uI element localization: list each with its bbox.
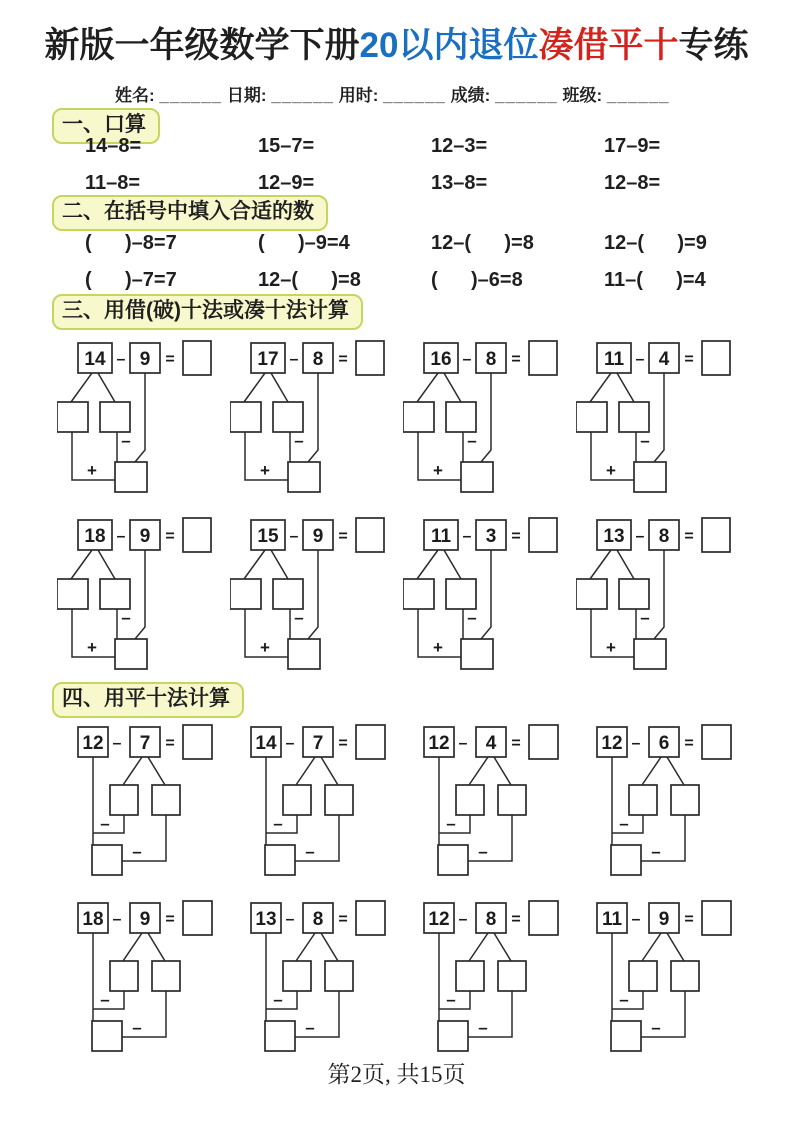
date-label: 日期: — [226, 86, 267, 105]
first-minus-sign: – — [619, 814, 629, 833]
split-right-connector-line — [468, 815, 512, 861]
math-problem: 12–9= — [258, 172, 315, 194]
split-line-left — [123, 933, 142, 961]
subtrahend-value: 8 — [485, 349, 497, 370]
math-problem: 11–( )=4 — [604, 269, 706, 291]
bracket-problems-row-1 — [85, 232, 777, 255]
class-blank: ______ — [606, 86, 670, 105]
bracket-problems-row-2 — [85, 269, 777, 292]
second-minus-sign: – — [478, 842, 488, 861]
title-part-blue: 20以内退位 — [359, 26, 539, 65]
minus-sign: – — [121, 608, 131, 627]
math-problem: 12–( )=8 — [431, 232, 534, 254]
math-problem: ( )–7=7 — [85, 269, 177, 291]
page-number: 第2页, 共15页 — [327, 1062, 466, 1087]
second-minus-sign: – — [132, 1018, 142, 1037]
section-heading-borrow-ten: 三、用借(破)十法或凑十法计算 — [52, 294, 363, 330]
equals-sign: = — [338, 351, 348, 368]
flat-ten-problem — [403, 896, 576, 1056]
equals-sign: = — [165, 911, 175, 928]
split-left-box — [230, 402, 261, 432]
minuend-value: 17 — [257, 349, 279, 370]
split-line-right — [321, 933, 338, 961]
intermediate-box — [611, 845, 641, 875]
math-problem: 11–8= — [85, 172, 141, 194]
flat-ten-problem — [57, 896, 230, 1056]
borrow-ten-problem — [230, 340, 403, 498]
split-line-right — [98, 550, 115, 579]
split-right-connector-line — [122, 991, 166, 1037]
intermediate-box — [461, 462, 493, 492]
math-problem: 12–8= — [604, 172, 661, 194]
math-problem: 12–3= — [431, 135, 488, 157]
intermediate-box — [92, 1021, 122, 1051]
split-right-box — [446, 579, 476, 609]
minuend-value: 12 — [601, 733, 623, 754]
plus-sign: + — [433, 461, 443, 480]
borrow-ten-problem — [403, 517, 576, 675]
minus-sign: – — [640, 431, 650, 450]
minus-operator: – — [289, 351, 299, 368]
answer-box — [183, 518, 211, 552]
intermediate-box — [438, 1021, 468, 1051]
subtrahend-value: 4 — [485, 733, 497, 754]
split-line-right — [148, 757, 165, 785]
subtrahend-connector-line — [481, 373, 491, 462]
minuend-value: 12 — [428, 909, 450, 930]
intermediate-box — [115, 639, 147, 669]
equals-sign: = — [511, 528, 521, 545]
split-left-box — [629, 785, 657, 815]
split-line-left — [590, 550, 611, 579]
answer-box — [529, 901, 558, 935]
subtrahend-value: 8 — [485, 909, 497, 930]
subtrahend-value: 8 — [658, 526, 670, 547]
title-part-black2: 专练 — [678, 26, 749, 65]
first-minus-sign: – — [619, 990, 629, 1009]
split-right-connector-line — [641, 991, 685, 1037]
answer-box — [183, 341, 211, 375]
second-minus-sign: – — [651, 842, 661, 861]
split-left-box — [456, 961, 484, 991]
minus-operator: – — [112, 735, 122, 752]
equals-sign: = — [165, 735, 175, 752]
flat-ten-row-1 — [57, 720, 749, 880]
split-left-box — [110, 785, 138, 815]
split-left-box — [283, 961, 311, 991]
borrow-ten-problem — [57, 517, 230, 675]
minus-operator: – — [289, 528, 299, 545]
split-line-right — [271, 550, 288, 579]
split-line-right — [271, 373, 288, 402]
minuend-value: 11 — [603, 349, 625, 370]
intermediate-box — [288, 639, 320, 669]
plus-sign: + — [260, 461, 270, 480]
second-minus-sign: – — [305, 1018, 315, 1037]
split-line-right — [667, 933, 684, 961]
split-line-right — [321, 757, 338, 785]
intermediate-box — [265, 1021, 295, 1051]
subtrahend-value: 9 — [139, 526, 151, 547]
minus-operator: – — [635, 528, 645, 545]
equals-sign: = — [511, 911, 521, 928]
minuend-value: 14 — [255, 733, 277, 754]
minuend-value: 12 — [82, 733, 104, 754]
split-line-left — [642, 933, 661, 961]
section-heading-flat-ten: 四、用平十法计算 — [52, 682, 244, 718]
time-label: 用时: — [338, 86, 379, 105]
plus-sign: + — [606, 461, 616, 480]
time-blank: ______ — [383, 86, 446, 105]
first-minus-sign: – — [273, 990, 283, 1009]
subtrahend-connector-line — [135, 373, 145, 462]
minuend-value: 12 — [428, 733, 450, 754]
minuend-value: 18 — [82, 909, 104, 930]
split-line-left — [469, 933, 488, 961]
split-line-right — [148, 933, 165, 961]
split-left-box — [230, 579, 261, 609]
second-minus-sign: – — [651, 1018, 661, 1037]
name-label: 姓名: — [115, 86, 155, 105]
intermediate-box — [611, 1021, 641, 1051]
answer-box — [702, 725, 731, 759]
split-right-connector-line — [468, 991, 512, 1037]
math-problem: 13–8= — [431, 172, 488, 194]
intermediate-box — [92, 845, 122, 875]
subtrahend-connector-line — [308, 550, 318, 639]
split-right-box — [498, 785, 526, 815]
borrow-ten-row-1 — [57, 340, 749, 498]
answer-box — [356, 518, 384, 552]
split-line-left — [590, 373, 611, 402]
score-blank: ______ — [495, 86, 558, 105]
equals-sign: = — [684, 911, 694, 928]
flat-ten-problem — [576, 896, 749, 1056]
split-right-connector-line — [641, 815, 685, 861]
split-line-left — [244, 550, 265, 579]
class-label: 班级: — [562, 86, 603, 105]
answer-box — [529, 341, 557, 375]
intermediate-box — [634, 462, 666, 492]
split-right-box — [671, 961, 699, 991]
answer-box — [183, 901, 212, 935]
split-right-connector-line — [295, 815, 339, 861]
split-left-box — [403, 402, 434, 432]
subtrahend-value: 9 — [312, 526, 324, 547]
split-left-box — [57, 579, 88, 609]
math-problem: 17–9= — [604, 135, 661, 157]
split-line-right — [667, 757, 684, 785]
flat-ten-row-2 — [57, 896, 749, 1056]
answer-box — [702, 901, 731, 935]
borrow-ten-row-2 — [57, 517, 749, 675]
split-line-left — [71, 373, 92, 402]
subtrahend-value: 4 — [658, 349, 670, 370]
split-right-box — [446, 402, 476, 432]
minus-operator: – — [458, 735, 468, 752]
first-minus-sign: – — [100, 990, 110, 1009]
minus-operator: – — [631, 911, 641, 928]
first-minus-sign: – — [446, 814, 456, 833]
date-blank: ______ — [271, 86, 335, 105]
split-left-box — [576, 402, 607, 432]
split-right-connector-line — [122, 815, 166, 861]
minuend-value: 13 — [255, 909, 277, 930]
split-right-box — [100, 579, 130, 609]
minuend-value: 18 — [84, 526, 106, 547]
flat-ten-problem — [57, 720, 230, 880]
minus-sign: – — [467, 608, 477, 627]
section-heading-oral: 一、口算 — [52, 108, 160, 144]
split-left-box — [456, 785, 484, 815]
minus-operator: – — [112, 911, 122, 928]
flat-ten-problem — [403, 720, 576, 880]
first-minus-sign: – — [273, 814, 283, 833]
split-left-box — [576, 579, 607, 609]
subtrahend-connector-line — [654, 373, 664, 462]
intermediate-box — [438, 845, 468, 875]
minus-sign: – — [121, 431, 131, 450]
intermediate-box — [634, 639, 666, 669]
minuend-value: 11 — [601, 909, 623, 930]
math-problem: ( )–8=7 — [85, 232, 177, 254]
subtrahend-connector-line — [654, 550, 664, 639]
split-right-box — [671, 785, 699, 815]
equals-sign: = — [338, 735, 348, 752]
second-minus-sign: – — [478, 1018, 488, 1037]
subtrahend-value: 3 — [485, 526, 497, 547]
split-left-box — [403, 579, 434, 609]
split-right-box — [273, 402, 303, 432]
subtrahend-value: 9 — [139, 909, 151, 930]
score-label: 成绩: — [450, 86, 491, 105]
intermediate-box — [288, 462, 320, 492]
equals-sign: = — [165, 351, 175, 368]
subtrahend-connector-line — [481, 550, 491, 639]
minuend-value: 16 — [430, 349, 452, 370]
minus-sign: – — [294, 608, 304, 627]
minuend-value: 13 — [603, 526, 625, 547]
intermediate-box — [265, 845, 295, 875]
subtrahend-value: 8 — [312, 349, 324, 370]
split-line-right — [494, 933, 511, 961]
borrow-ten-problem — [403, 340, 576, 498]
flat-ten-problem — [230, 720, 403, 880]
answer-box — [356, 725, 385, 759]
math-problem: ( )–9=4 — [258, 232, 350, 254]
subtrahend-value: 9 — [658, 909, 670, 930]
answer-box — [183, 725, 212, 759]
math-problem: 14–8= — [85, 135, 142, 157]
plus-sign: + — [433, 638, 443, 657]
split-line-right — [98, 373, 115, 402]
subtrahend-value: 9 — [139, 349, 151, 370]
math-problem: 12–( )=8 — [258, 269, 361, 291]
second-minus-sign: – — [132, 842, 142, 861]
minus-operator: – — [285, 735, 295, 752]
split-line-left — [123, 757, 142, 785]
subtrahend-connector-line — [308, 373, 318, 462]
borrow-ten-problem — [57, 340, 230, 498]
minus-sign: – — [640, 608, 650, 627]
math-problem: 15–7= — [258, 135, 315, 157]
split-left-box — [629, 961, 657, 991]
split-right-box — [325, 785, 353, 815]
subtrahend-value: 6 — [658, 733, 670, 754]
equals-sign: = — [684, 528, 694, 545]
split-line-left — [71, 550, 92, 579]
split-right-box — [100, 402, 130, 432]
answer-box — [356, 901, 385, 935]
plus-sign: + — [87, 638, 97, 657]
equals-sign: = — [338, 911, 348, 928]
minus-operator: – — [462, 351, 472, 368]
minuend-value: 14 — [84, 349, 106, 370]
split-line-left — [296, 933, 315, 961]
split-line-right — [444, 550, 461, 579]
answer-box — [702, 341, 730, 375]
title-part-red: 凑借平十 — [538, 26, 679, 65]
title-part-black1: 新版一年级数学下册 — [44, 26, 360, 65]
name-blank: ______ — [159, 86, 223, 105]
minus-operator: – — [458, 911, 468, 928]
plus-sign: + — [87, 461, 97, 480]
oral-problems-row-1 — [85, 135, 777, 158]
minus-sign: – — [467, 431, 477, 450]
subtrahend-value: 7 — [312, 733, 324, 754]
minus-operator: – — [285, 911, 295, 928]
split-right-box — [619, 402, 649, 432]
minus-operator: – — [462, 528, 472, 545]
split-line-left — [296, 757, 315, 785]
split-line-left — [417, 550, 438, 579]
split-right-connector-line — [295, 991, 339, 1037]
section-heading-brackets: 二、在括号中填入合适的数 — [52, 195, 328, 231]
split-line-right — [444, 373, 461, 402]
first-minus-sign: – — [446, 990, 456, 1009]
borrow-ten-problem — [576, 340, 749, 498]
minus-operator: – — [116, 528, 126, 545]
minus-sign: – — [294, 431, 304, 450]
answer-box — [702, 518, 730, 552]
split-right-box — [273, 579, 303, 609]
borrow-ten-problem — [230, 517, 403, 675]
subtrahend-value: 7 — [139, 733, 151, 754]
oral-problems-row-2 — [85, 172, 777, 195]
student-info-line — [115, 81, 670, 106]
split-right-box — [152, 785, 180, 815]
split-left-box — [110, 961, 138, 991]
intermediate-box — [115, 462, 147, 492]
flat-ten-problem — [230, 896, 403, 1056]
borrow-ten-problem — [576, 517, 749, 675]
split-line-right — [494, 757, 511, 785]
subtrahend-value: 8 — [312, 909, 324, 930]
equals-sign: = — [511, 351, 521, 368]
split-right-box — [498, 961, 526, 991]
second-minus-sign: – — [305, 842, 315, 861]
split-line-left — [642, 757, 661, 785]
equals-sign: = — [511, 735, 521, 752]
split-left-box — [283, 785, 311, 815]
split-line-right — [617, 373, 634, 402]
split-right-box — [152, 961, 180, 991]
equals-sign: = — [684, 351, 694, 368]
split-line-left — [417, 373, 438, 402]
split-line-left — [244, 373, 265, 402]
answer-box — [356, 341, 384, 375]
equals-sign: = — [165, 528, 175, 545]
minus-operator: – — [635, 351, 645, 368]
minuend-value: 15 — [257, 526, 279, 547]
split-right-box — [325, 961, 353, 991]
split-right-box — [619, 579, 649, 609]
plus-sign: + — [260, 638, 270, 657]
minus-operator: – — [116, 351, 126, 368]
subtrahend-connector-line — [135, 550, 145, 639]
equals-sign: = — [338, 528, 348, 545]
split-line-right — [617, 550, 634, 579]
answer-box — [529, 725, 558, 759]
minus-operator: – — [631, 735, 641, 752]
split-left-box — [57, 402, 88, 432]
math-problem: 12–( )=9 — [604, 232, 707, 254]
first-minus-sign: – — [100, 814, 110, 833]
split-line-left — [469, 757, 488, 785]
plus-sign: + — [606, 638, 616, 657]
answer-box — [529, 518, 557, 552]
worksheet-title — [0, 18, 793, 68]
flat-ten-problem — [576, 720, 749, 880]
intermediate-box — [461, 639, 493, 669]
math-problem: ( )–6=8 — [431, 269, 523, 291]
equals-sign: = — [684, 735, 694, 752]
minuend-value: 11 — [430, 526, 452, 547]
